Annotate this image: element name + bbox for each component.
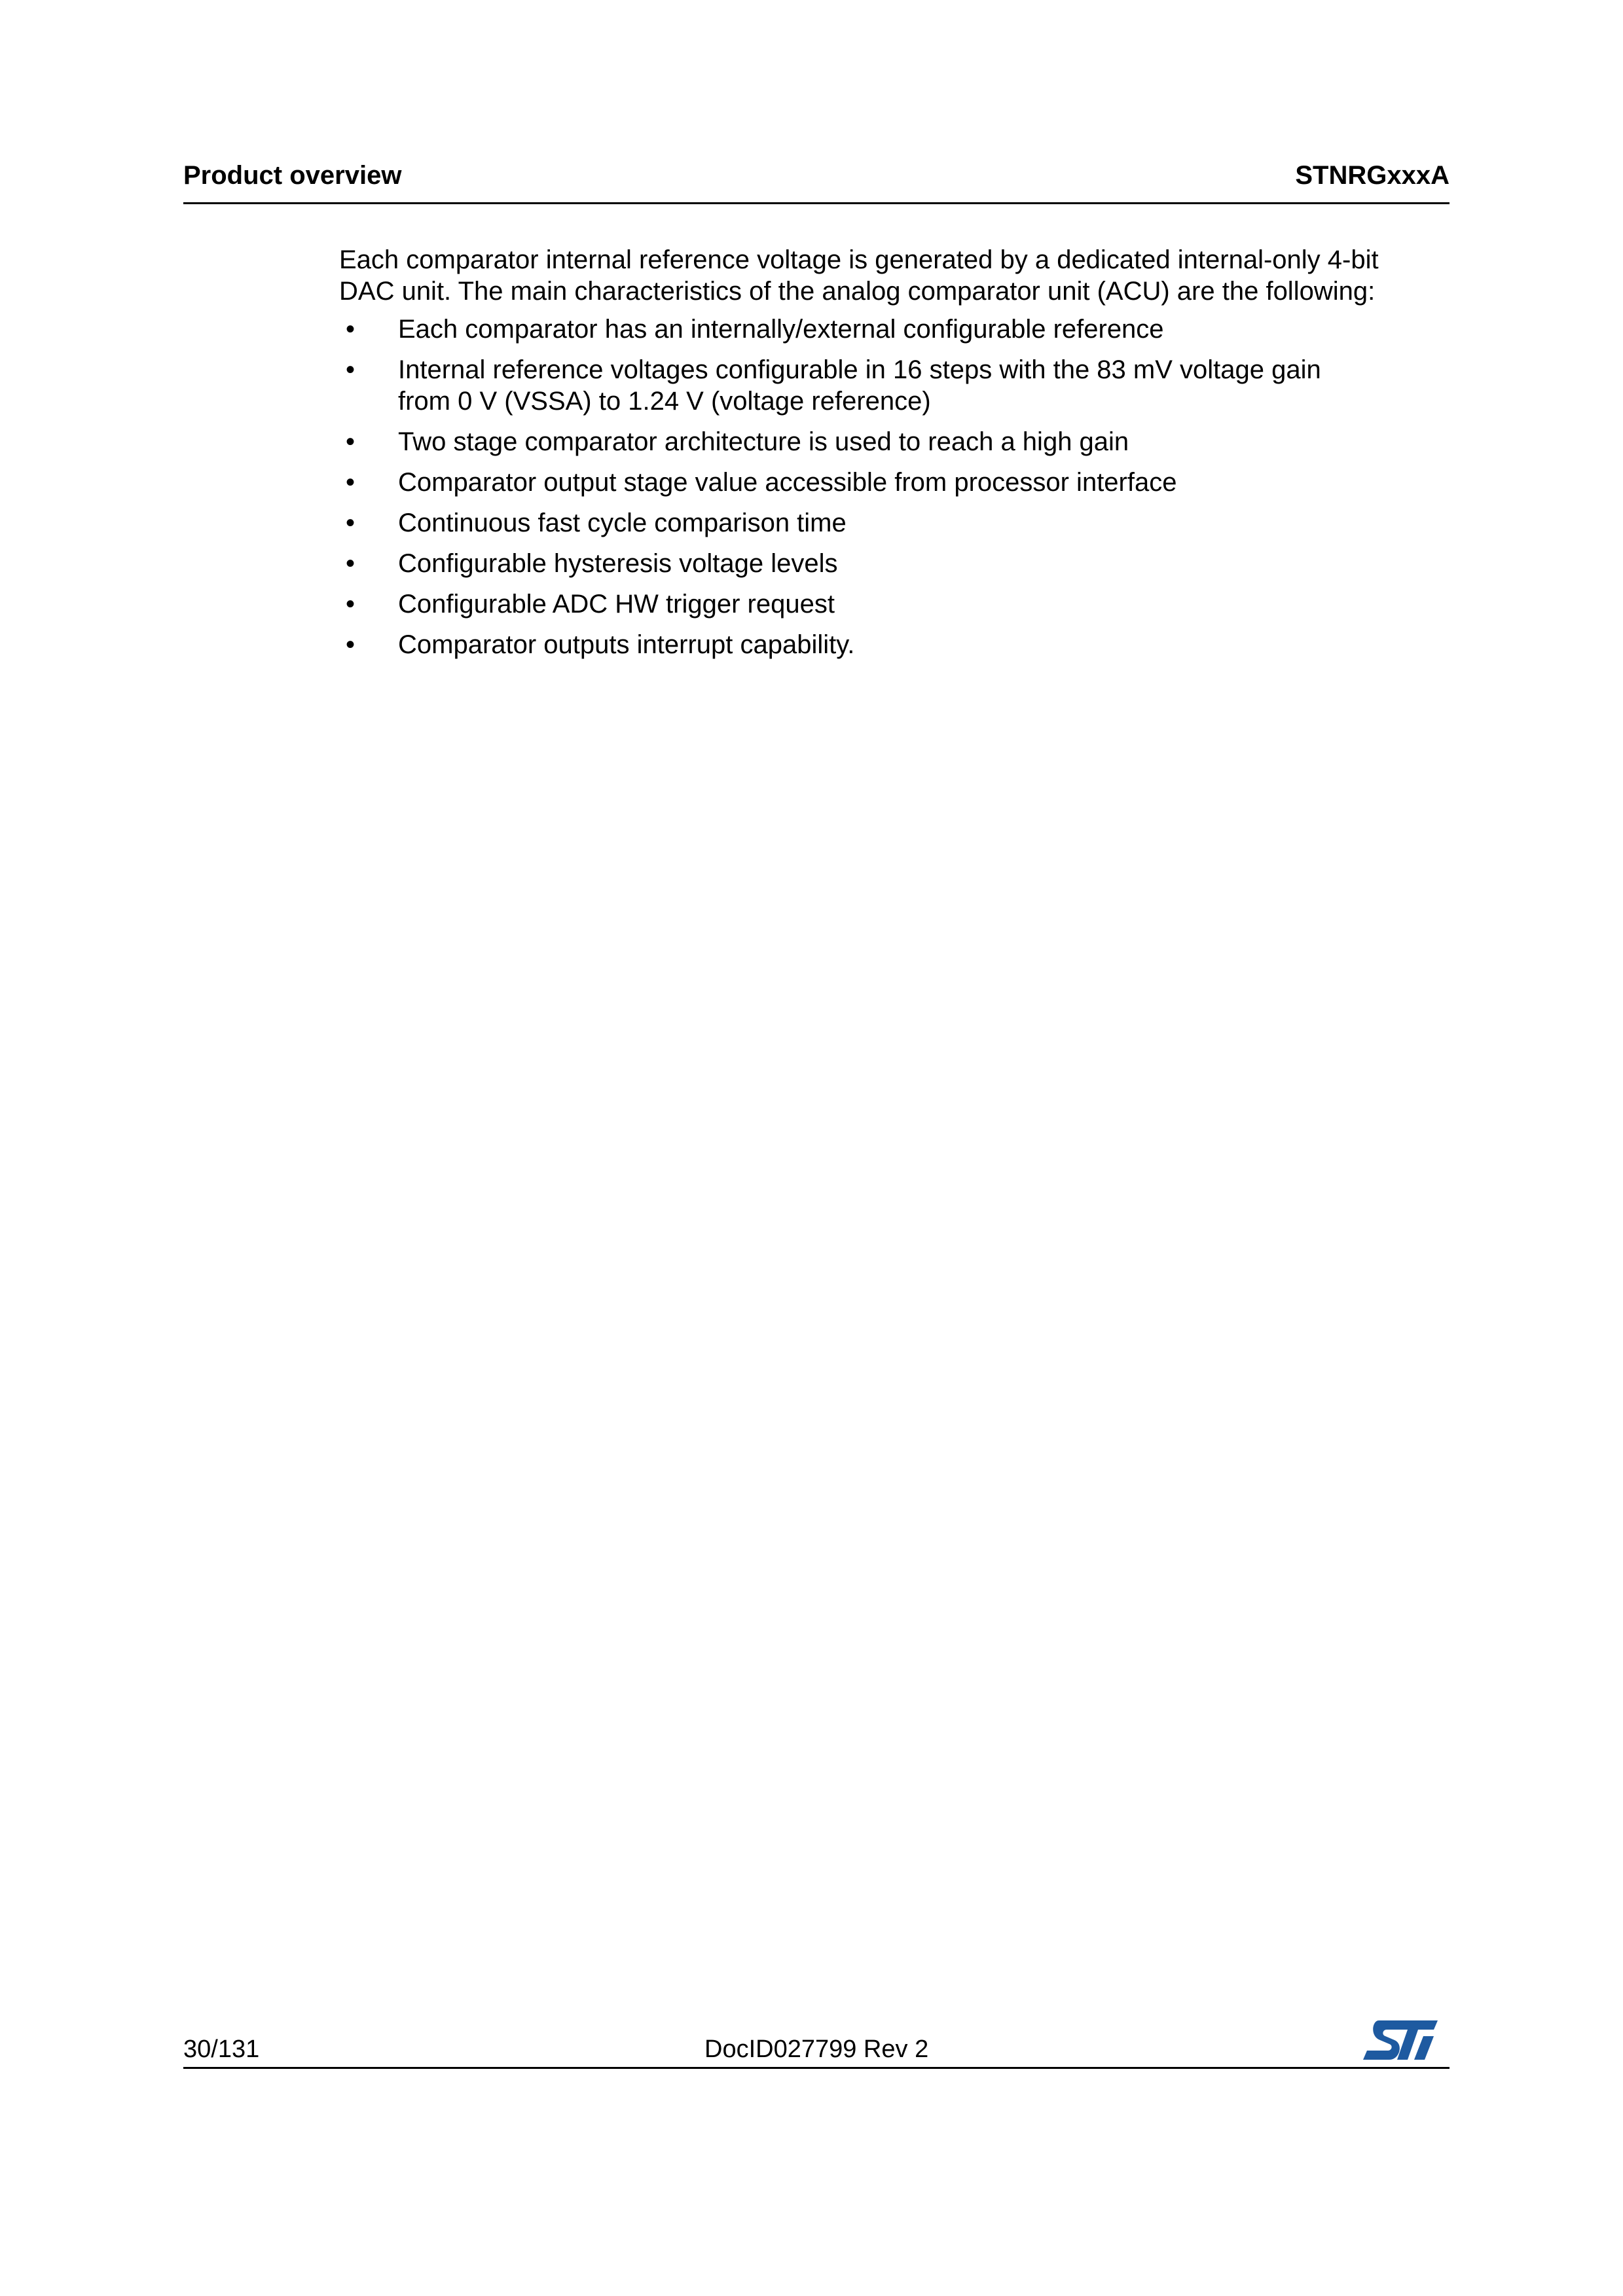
list-item — [339, 629, 1452, 660]
list-item — [339, 548, 1452, 579]
list-item-text: Two stage comparator architecture is used to reach a high gain — [398, 427, 1129, 456]
list-item-text: Continuous fast cycle comparison time — [398, 509, 847, 537]
intro-line: Each comparator internal reference voltage is generated by a dedicated internal-only 4-bit — [339, 245, 1379, 274]
bullet-icon: • — [345, 549, 355, 578]
list-item — [339, 354, 1452, 417]
list-item-text: Internal reference voltages configurable in 16 steps with the 83 mV voltage gain — [398, 355, 1321, 384]
list-item-text: Configurable ADC HW trigger request — [398, 590, 835, 619]
list-item-text: Each comparator has an internally/external configurable reference — [398, 315, 1164, 344]
intro-paragraph — [339, 244, 1452, 307]
bullet-icon: • — [345, 590, 355, 619]
intro-line: DAC unit. The main characteristics of the analog comparator unit (ACU) are the following: — [339, 277, 1376, 306]
footer-doc-id: DocID027799 Rev 2 — [704, 2036, 929, 2063]
list-item-text: Comparator outputs interrupt capability. — [398, 630, 855, 659]
header-divider — [183, 202, 1450, 204]
footer-page-number: 30/131 — [183, 2036, 260, 2063]
bullet-icon: • — [345, 509, 355, 537]
footer-divider — [183, 2067, 1450, 2069]
bullet-icon: • — [345, 427, 355, 456]
list-item — [339, 507, 1452, 539]
header-section-title: Product overview — [183, 161, 402, 190]
list-item — [339, 426, 1452, 457]
header-doc-name: STNRGxxxA — [1295, 161, 1450, 190]
body-content — [339, 244, 1452, 660]
list-item-text: Configurable hysteresis voltage levels — [398, 549, 838, 578]
list-item-text: Comparator output stage value accessible from processor interface — [398, 468, 1177, 497]
list-item-text: from 0 V (VSSA) to 1.24 V (voltage reference) — [398, 387, 931, 416]
bullet-icon: • — [345, 315, 355, 344]
st-logo-icon — [1360, 2017, 1440, 2064]
bullet-icon: • — [345, 630, 355, 659]
list-item — [339, 588, 1452, 620]
bullet-icon: • — [345, 468, 355, 497]
bullet-icon: • — [345, 355, 355, 384]
list-item — [339, 467, 1452, 498]
list-item — [339, 314, 1452, 345]
characteristics-list — [339, 314, 1452, 660]
